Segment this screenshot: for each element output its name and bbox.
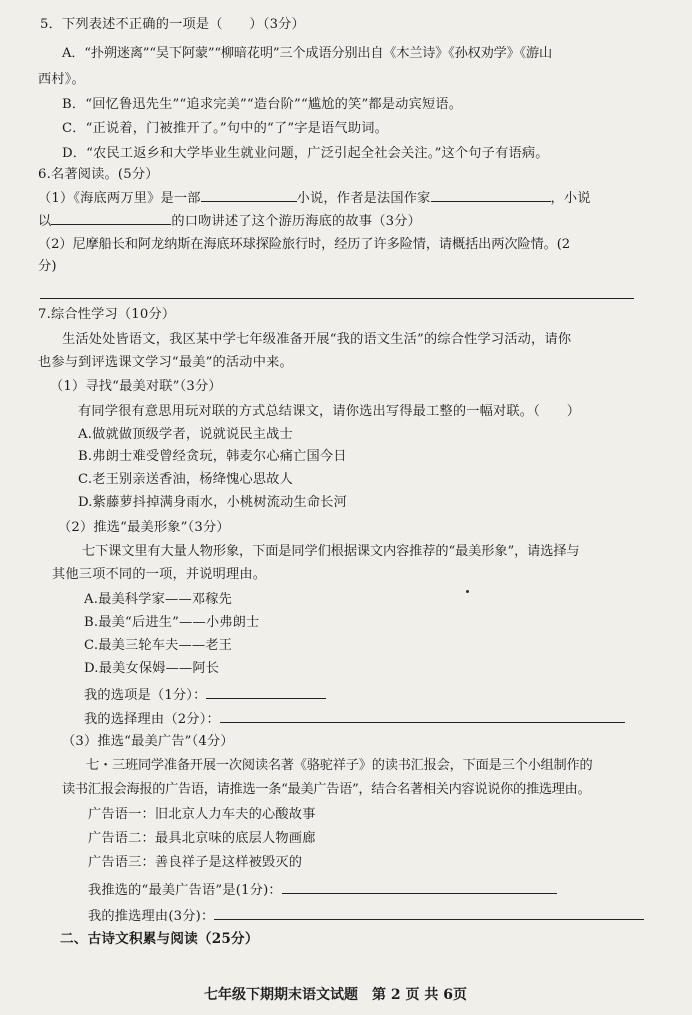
q5-option-a-line1: A．“扑朔迷离”“吴下阿蒙”“柳暗花明”三个成语分别出自《木兰诗》《孙权劝学》《游山 [62,46,552,61]
slogan-answer-blank[interactable] [282,879,557,894]
q7-intro-line1: 生活处处皆语文，我区某中学七年级准备开展“我的语文生活”的综合性学习活动，请你 [62,332,572,347]
q7-3-pick [88,879,557,900]
q7-2-title: （2）推选“最美形象”（3分） [58,520,230,535]
q7-2-option-c: C.最美三轮车夫——老王 [84,638,233,653]
q7-2-reason-label: 我的选择理由（2分）： [84,712,220,727]
author-answer-blank[interactable] [431,187,551,202]
q7-3-reason [88,905,644,926]
q5-title: 5．下列表述不正确的一项是（ ）（3分） [40,17,305,32]
q7-1-option-a: A.做就做顶级学者，说就说民主战士 [78,427,293,442]
narrator-answer-blank[interactable] [51,210,171,225]
slogan-reason-blank[interactable] [214,905,644,920]
q7-3-pick-label: 我推选的“最美广告语”是(1分)： [88,883,282,898]
q6-part1-text-e: 的口吻讲述了这个游历海底的故事（3分） [171,214,421,229]
q7-2-option-a: A.最美科学家——邓稼先 [84,592,232,607]
genre-answer-blank[interactable] [201,187,297,202]
q6-part1-text-a: （1）《海底两万里》是一部 [38,191,201,206]
q6-part1-line1 [38,187,591,208]
q7-1-title: （1）寻找“最美对联”（3分） [50,379,222,394]
q7-2-choice [84,684,326,705]
q7-intro-line2: 也参与到评选课文学习“最美”的活动中来。 [38,355,293,370]
page-footer: 七年级下期期末语文试题 第 2 页 共 6页 [204,987,467,1003]
choice-answer-blank[interactable] [206,684,326,699]
q5-option-a-line2: 西村》。 [38,72,85,87]
q7-3-ad1: 广告语一：旧北京人力车夫的心酸故事 [88,807,316,822]
q6-part1-text-b: 小说，作者是法国作家 [296,191,431,206]
section-2-heading: 二、古诗文积累与阅读（25分） [60,931,259,947]
print-speck [466,590,469,593]
q6-part2-line1: （2）尼摩船长和阿龙纳斯在海底环球探险旅行时，经历了许多险情，请概括出两次险情。(2 [38,237,571,252]
q7-3-prompt-line2: 读书汇报会海报的广告语，请推选一条“最美广告语”，结合名著相关内容说说你的推选理由。 [62,782,591,797]
q6-title: 6.名著阅读。(5分） [38,167,159,182]
q7-1-prompt: 有同学很有意思用玩对联的方式总结课文，请你选出写得最工整的一幅对联。（ ） [78,404,581,419]
q7-3-title: （3）推选“最美广告”（4分） [62,734,234,749]
q7-3-prompt-line1: 七・三班同学准备开展一次阅读名著《骆驼祥子》的读书汇报会，下面是三个小组制作的 [86,758,593,773]
q5-option-c: C．“正说着，门被推开了。”句中的“了”字是语气助词。 [62,121,388,136]
q7-2-prompt-line2: 其他三项不同的一项，并说明理由。 [52,567,267,582]
q7-2-option-b: B.最美“后进生”——小弗朗士 [84,615,260,630]
q7-2-option-d: D.最美女保姆——阿长 [84,661,220,676]
q7-2-prompt-line1: 七下课文里有大量人物形象，下面是同学们根据课文内容推荐的“最美形象”，请选择与 [82,544,580,559]
q6-part2-line2: 分) [38,259,57,274]
q7-1-option-d: D.紫藤萝抖掉满身雨水，小桃树流动生命长河 [78,495,348,510]
q7-3-reason-label: 我的推选理由(3分)： [88,909,215,924]
q7-2-reason [84,708,625,729]
q7-title: 7.综合性学习（10分） [38,307,176,322]
q7-3-ad3: 广告语三：善良祥子是这样被毁灭的 [88,855,303,870]
q6-part1-text-c: ，小说 [550,191,591,206]
q7-1-option-c: C.老王别亲送香油，杨绛愧心思故人 [78,472,294,487]
q6-answer-line[interactable] [40,298,634,299]
q7-3-ad2: 广告语二：最具北京味的底层人物画廊 [88,831,316,846]
reason-answer-blank[interactable] [220,708,625,723]
q5-option-b: B．“回忆鲁迅先生”“追求完美”“造台阶”“尴尬的笑”都是动宾短语。 [62,97,463,112]
q7-1-option-b: B.弗朗士难受曾经贪玩，韩麦尔心痛亡国今日 [78,449,347,464]
q6-part1-line2 [38,210,421,231]
q6-part1-text-d: 以 [38,214,52,229]
q7-2-choice-label: 我的选项是（1分）： [84,688,207,703]
q5-option-d: D．“农民工返乡和大学毕业生就业问题，广泛引起全社会关注。”这个句子有语病。 [62,146,549,161]
